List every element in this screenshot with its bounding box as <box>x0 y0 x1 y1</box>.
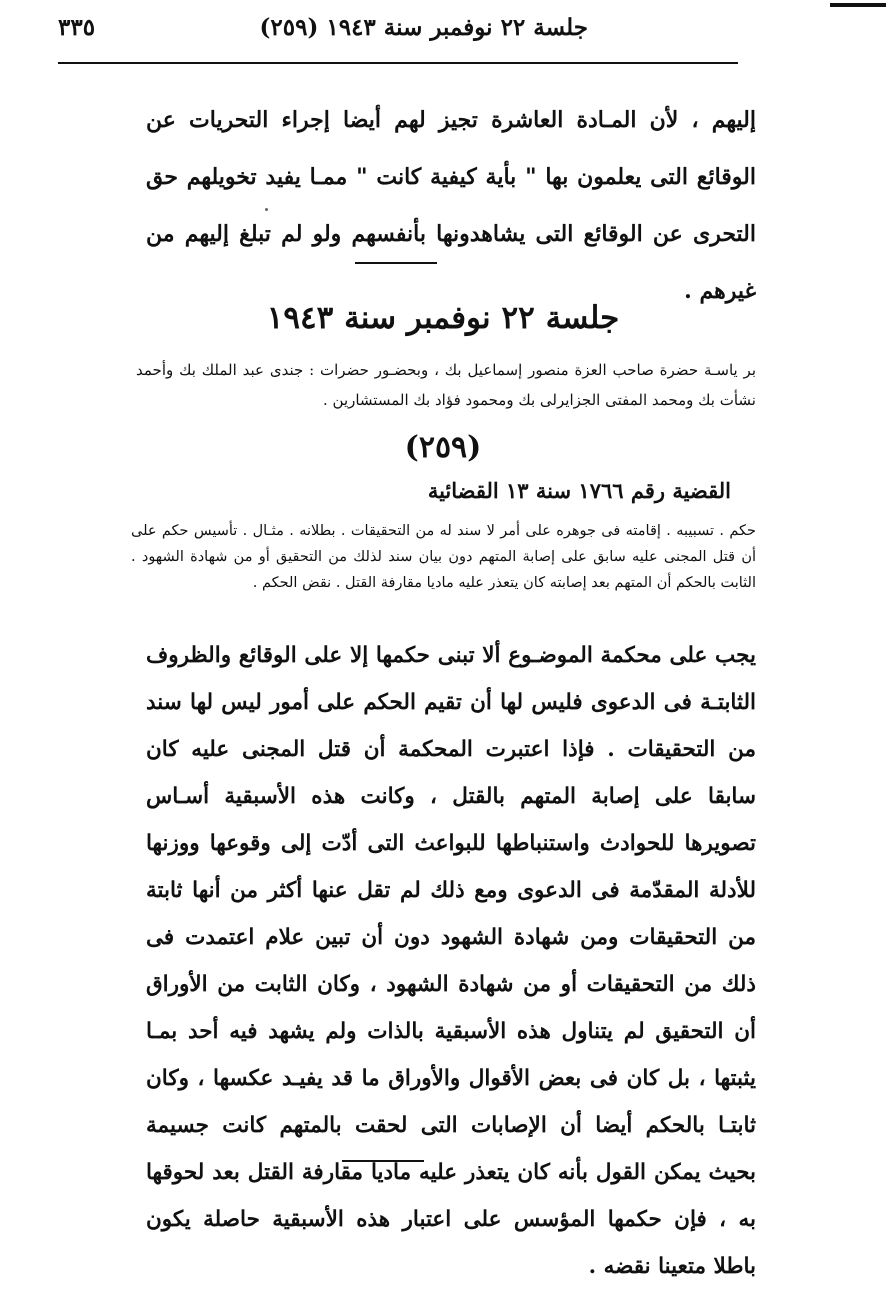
end-divider <box>342 1160 424 1162</box>
continuation-paragraph: إليهم ، لأن المـادة العاشرة تجيز لهم أيضا إجراء التحريات عن الوقائع التى يعلمون بها " بأية كيفية كانت " ممـا يفيد تخويلهم حق التحرى عن الوقائع التى يشاهدونها بأنفسهم ولو لم تبلغ إليهم من غيرهم . <box>146 107 756 304</box>
case-title: القضية رقم ١٧٦٦ سنة ١٣ القضائية <box>427 478 731 503</box>
running-title: جلسة ٢٢ نوفمبر سنة ١٩٤٣ (٢٥٩) <box>259 14 588 41</box>
section-divider <box>355 262 437 264</box>
header-rule <box>58 62 738 64</box>
page-number: ٣٣٥ <box>58 14 96 41</box>
session-heading: جلسة ٢٢ نوفمبر سنة ١٩٤٣ <box>266 300 620 336</box>
corner-edge-line <box>830 3 886 7</box>
headnote-paragraph: حكم . تسبيبه . إقامته فى جوهره على أمر لا سند له من التحقيقات . بطلانه . مثـال . تأسيس حكم على أن قتل المجنى عليه سابق على إصابة المتهم دون بيان سند لذلك من التحقيق أو من شهادة الشهود . الثابت بالحكم أن المتهم بعد إصابته كان يتعذر عليه ماديا مقارفة القتل . نقض الحكم . <box>131 523 756 591</box>
running-header <box>58 14 828 54</box>
ruling-paragraph: يجب على محكمة الموضـوع ألا تبنى حكمها إلا على الوقائع والظروف الثابتـة فى الدعوى فليس لها أن تقيم الحكم على أمور ليس لها سند من التحقيقات . فإذا اعتبرت المحكمة أن قتل المجنى عليه كان سابقا على إصابة المتهم بالقتل ، وكانت هذه الأسبقية أسـاس تصويرها للحوادث واستنباطها للبواعث التى أدّت إلى وقوعها ووزنها للأدلة المقدّمة فى الدعوى ومع ذلك لم تقل عنها أكثر من أنها ثابتة من التحقيقات ومن شهادة الشهود دون أن تبين علام اعتمدت فى ذلك من التحقيقات أو من شهادة الشهود ، وكان الثابت من الأوراق أن التحقيق لم يتناول هذه الأسبقية بالذات ولم يشهد فيه أحد بمـا يثبتها ، بل كان فى بعض الأقوال والأوراق ما قد يفيـد عكسها ، وكان ثابتـا بالحكم أيضا أن الإصابات التى لحقت بالمتهم كانت جسيمة بحيث يمكن القول بأنه كان يتعذر عليه ماديا مقارفة القتل بعد لحوقها به ، فإن حكمها المؤسس على اعتبار هذه الأسبقية حاصلة يكون باطلا متعينا نقضه . <box>146 643 756 1279</box>
stray-dot <box>265 208 268 211</box>
decision-number: (٢٥٩) <box>404 430 482 465</box>
attendance-paragraph: بر ياسـة حضرة صاحب العزة منصور إسماعيل بك ، وبحضـور حضرات : جندى عبد الملك بك وأحمد نشأت بك ومحمد المفتى الجزايرلى بك ومحمود فؤاد بك المستشارين . <box>136 361 756 409</box>
